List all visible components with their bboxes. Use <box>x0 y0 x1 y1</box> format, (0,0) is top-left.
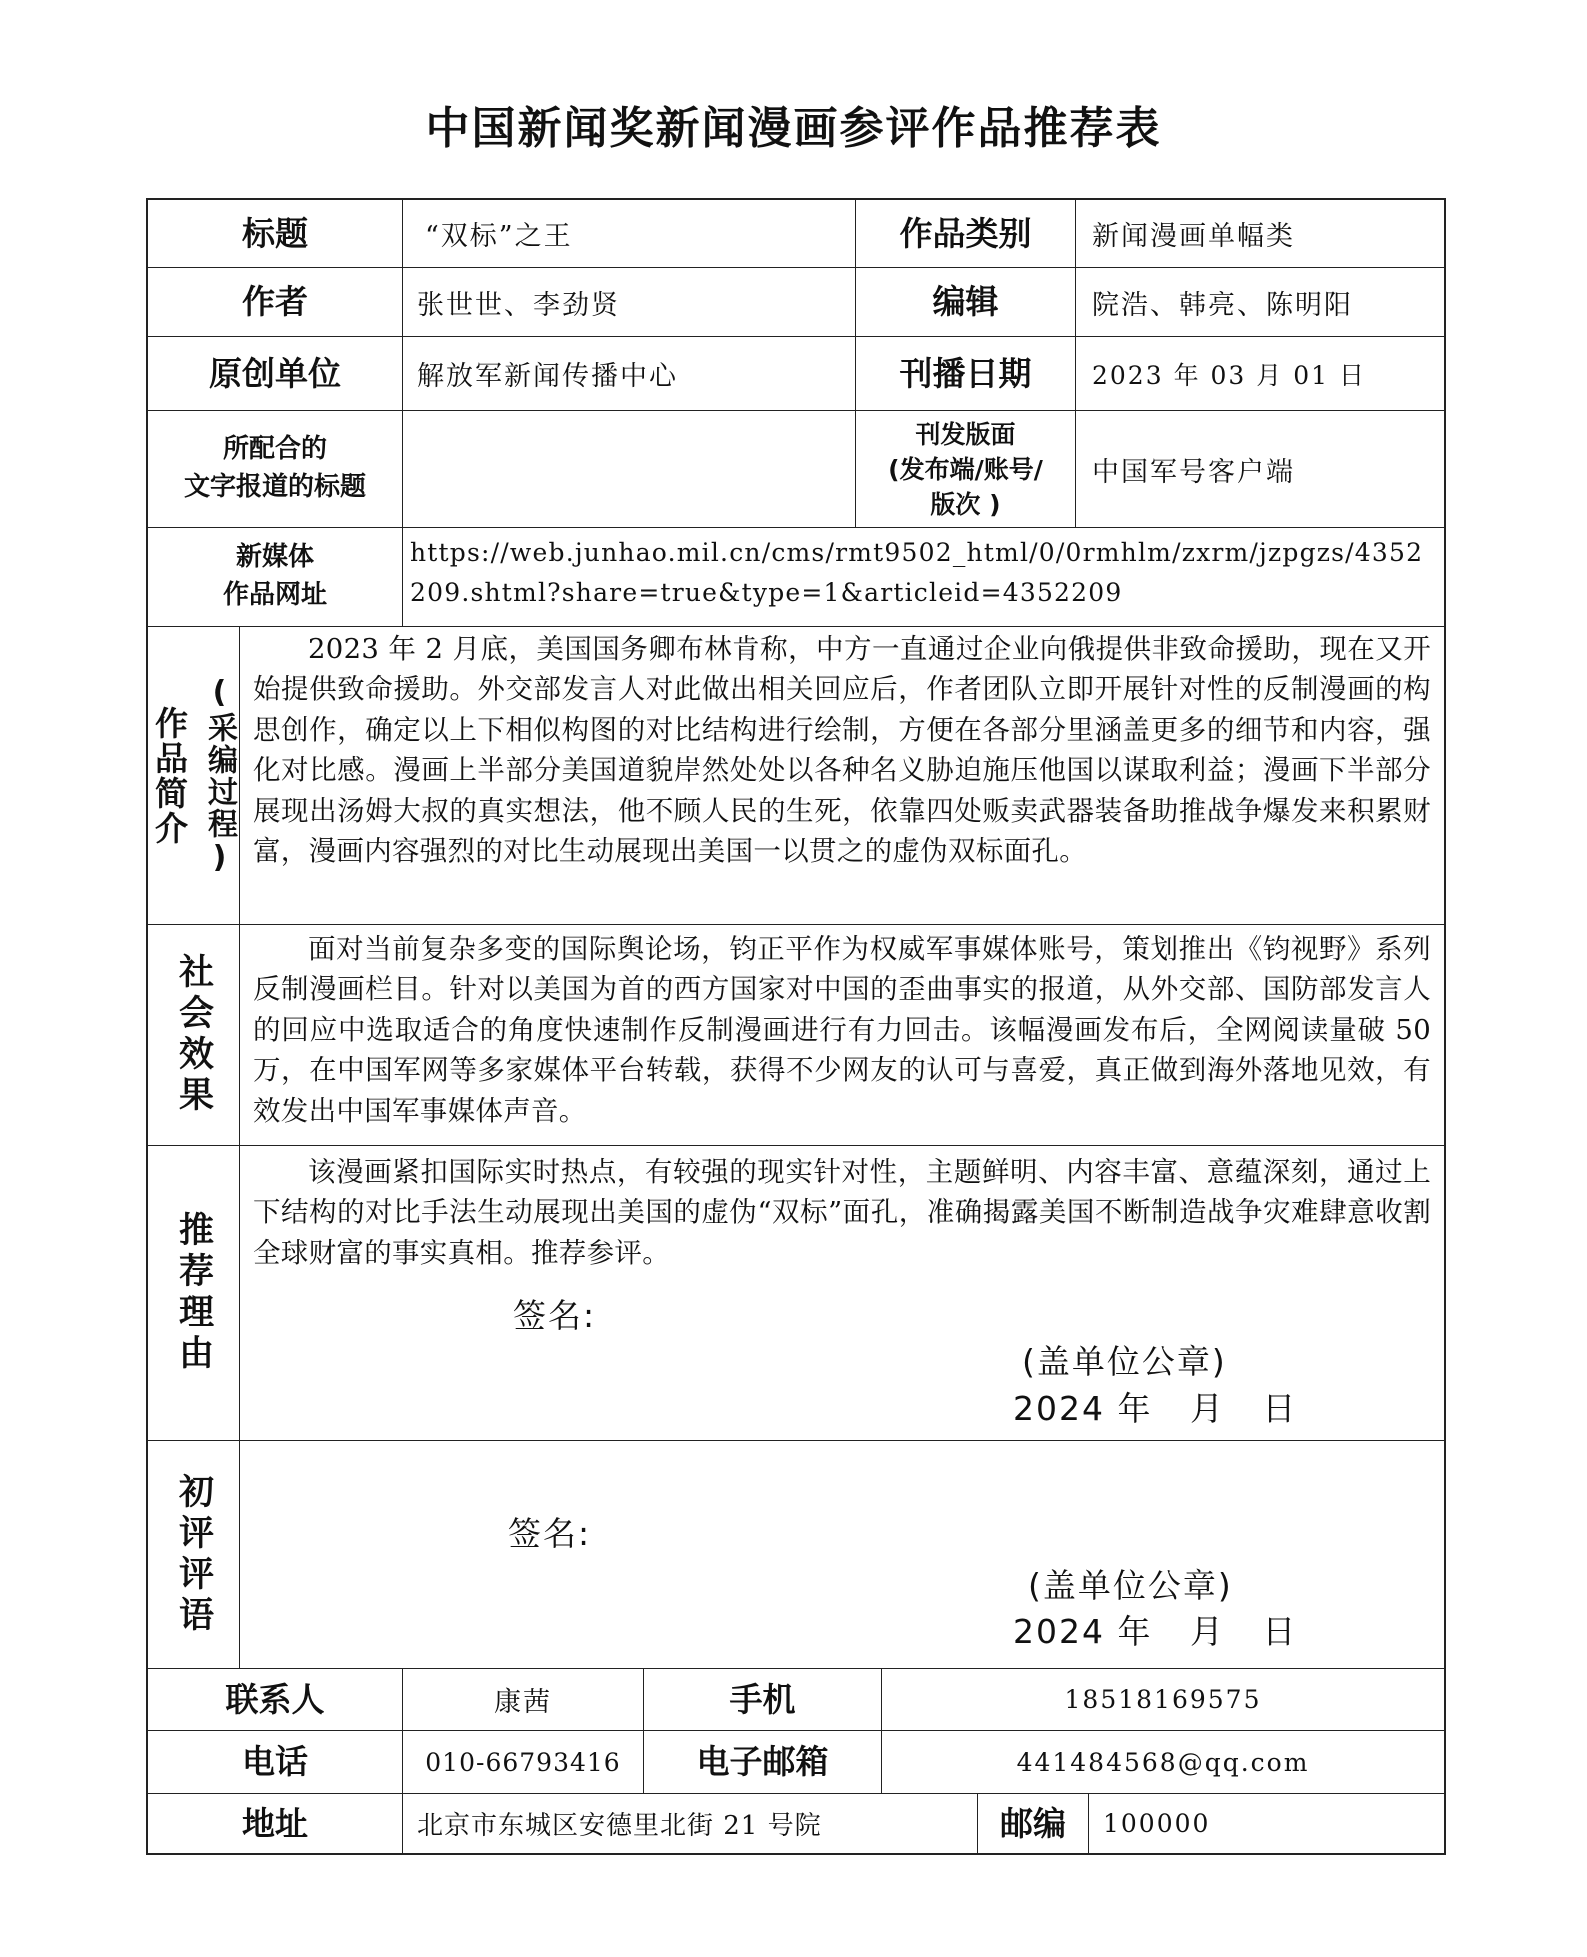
mobile-label: 手机 <box>729 1679 796 1719</box>
date-value: 2023 年 03 月 01 日 <box>1092 360 1366 390</box>
intro-text: 2023 年 2 月底，美国国务卿布林肯称，中方一直通过企业向俄提供非致命援助，现在又开始提供致命援助。外交部发言人对此做出相关回应后，作者团队立即开展针对性的反制漫画的构思创作，确定以上下相似构图的对比结构进行绘制，方便在各部分里涵盖更多的细节和内容，强化对比感。漫画上半部分美国道貌岸然处处以各种名义胁迫施压他国以谋取利益；漫画下半部分展现出汤姆大叔的真实想法，他不顾人民的生死，依靠四处贩卖武器装备助推战争爆发来积累财富，漫画内容强烈的对比生动展现出美国一以贯之的虚伪双标面孔。 <box>253 633 1431 868</box>
platform-label-line3: 版次 ) <box>930 489 1001 519</box>
review-date: 2024 年 月 日 <box>1013 1612 1298 1651</box>
category-value: 新闻漫画单幅类 <box>1092 221 1295 252</box>
review-signature-label: 签名: <box>508 1514 592 1553</box>
author-label: 作者 <box>242 282 308 322</box>
intro-label-main: 作品简介 <box>150 705 189 846</box>
mobile-value: 18518169575 <box>1064 1685 1262 1714</box>
reason-signature-label: 签名: <box>513 1296 597 1335</box>
review-label: 初评评语 <box>173 1472 214 1637</box>
unit-label: 原创单位 <box>209 353 341 393</box>
related-title-value <box>403 411 855 527</box>
postcode-label: 邮编 <box>1000 1803 1066 1843</box>
contact-person-value: 康茜 <box>494 1687 552 1718</box>
form-title: 中国新闻奖新闻漫画参评作品推荐表 <box>425 103 1162 154</box>
intro-label-sub: (采编过程) <box>202 674 237 877</box>
row-divider <box>146 1145 1446 1146</box>
date-label: 刊播日期 <box>899 353 1032 393</box>
address-label: 地址 <box>242 1803 308 1843</box>
phone-value: 010-66793416 <box>425 1747 621 1777</box>
related-title-label-line2: 文字报道的标题 <box>183 472 366 502</box>
platform-label-line1: 刊发版面 <box>915 419 1016 449</box>
editor-value: 院浩、韩亮、陈明阳 <box>1092 289 1353 321</box>
author-value: 张世世、李劲贤 <box>417 289 620 321</box>
url-label-line2: 作品网址 <box>222 580 327 610</box>
platform-value: 中国军号客户端 <box>1092 456 1295 488</box>
table-border-bottom <box>146 1853 1446 1855</box>
effect-label: 社会效果 <box>173 953 214 1117</box>
related-title-label-line1: 所配合的 <box>222 434 327 465</box>
reason-text: 该漫画紧扣国际实时热点，有较强的现实针对性，主题鲜明、内容丰富、意蕴深刻，通过上下结构的对比手法生动展现出美国的虚伪“双标”面孔，准确揭露美国不断制造战争灾难肆意收割全球财富的事实真相。推荐参评。 <box>253 1156 1431 1269</box>
title-value: “双标”之王 <box>425 221 573 252</box>
url-label <box>148 528 402 626</box>
contact-person-label: 联系人 <box>225 1679 325 1719</box>
title-label: 标题 <box>242 213 308 253</box>
email-label: 电子邮箱 <box>696 1742 829 1782</box>
reason-date: 2024 年 月 日 <box>1013 1389 1298 1428</box>
unit-value: 解放军新闻传播中心 <box>417 361 678 392</box>
review-seal-label: (盖单位公章) <box>1028 1566 1233 1605</box>
table-border-right <box>1444 198 1446 1855</box>
address-value: 北京市东城区安德里北街 21 号院 <box>417 1811 822 1841</box>
row-divider <box>146 924 1446 925</box>
row-divider <box>146 626 1446 627</box>
platform-label-line2: (发布端/账号/ <box>888 454 1043 484</box>
editor-label: 编辑 <box>932 282 999 322</box>
reason-label: 推荐理由 <box>173 1211 214 1375</box>
intro-label <box>148 627 239 924</box>
postcode-value: 100000 <box>1103 1809 1211 1838</box>
email-value[interactable]: 441484568@qq.com <box>1016 1747 1310 1777</box>
related-title-label <box>148 411 402 527</box>
reason-seal-label: (盖单位公章) <box>1022 1342 1227 1381</box>
platform-label <box>856 411 1075 527</box>
row-divider <box>146 1440 1446 1441</box>
phone-label: 电话 <box>242 1742 308 1782</box>
category-label: 作品类别 <box>899 213 1032 253</box>
effect-text: 面对当前复杂多变的国际舆论场，钧正平作为权威军事媒体账号，策划推出《钧视野》系列反制漫画栏目。针对以美国为首的西方国家对中国的歪曲事实的报道，从外交部、国防部发言人的回应中选取适合的角度快速制作反制漫画进行有力回击。该幅漫画发布后，全网阅读量破 50 万，在中国军网等多家媒体平台转载，获得不少网友的认可与喜爱，真正做到海外落地见效，有效发出中国军事媒体声音。 <box>253 933 1431 1127</box>
url-label-line1: 新媒体 <box>235 542 314 573</box>
work-url-link[interactable]: https://web.junhao.mil.cn/cms/rmt9502_html/0/0rmhlm/zxrm/jzpgzs/4352209.shtml?share=true&type=1&articleid=4352209 <box>410 538 1424 607</box>
